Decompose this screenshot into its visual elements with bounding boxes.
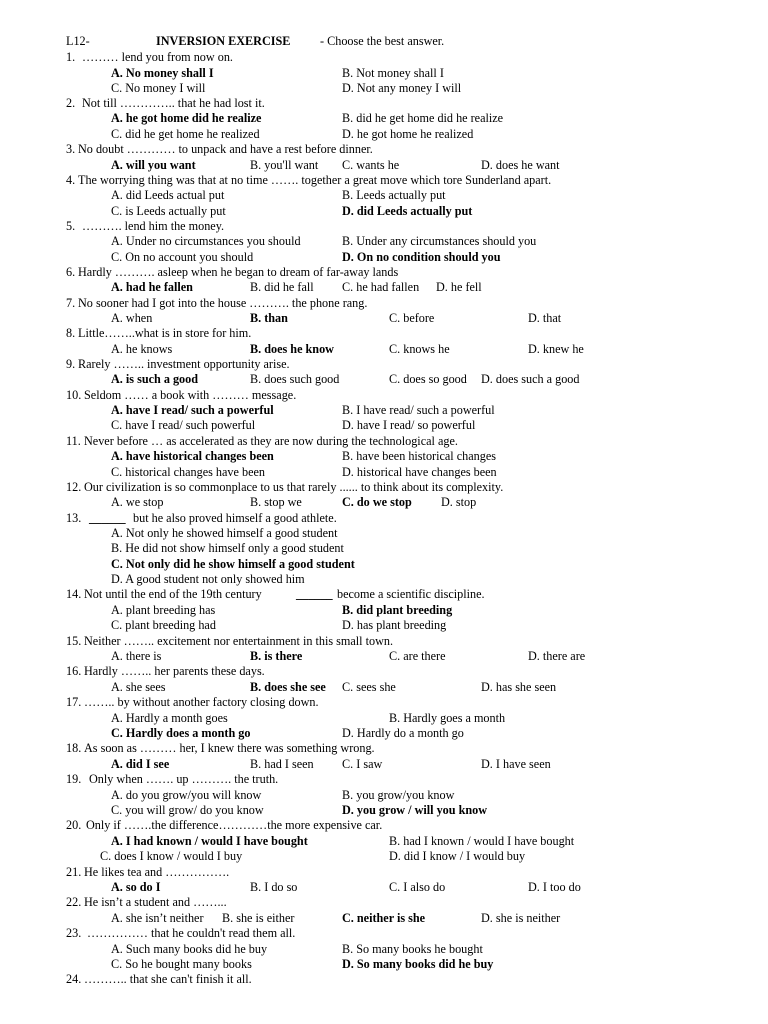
- option-a: A. he got home did he realize: [111, 111, 262, 125]
- question-text: but he also proved himself a good athlete.: [133, 511, 337, 525]
- options-row: [0, 617, 768, 633]
- worksheet-header: [0, 33, 768, 49]
- question-number: 15.: [66, 634, 82, 648]
- page-title: INVERSION EXERCISE: [156, 34, 291, 48]
- option-c: C. No money I will: [111, 81, 206, 95]
- options-row: [0, 157, 768, 173]
- option-a: A. Under no circumstances you should: [111, 234, 301, 248]
- question-text: No sooner had I got into the house ………. the phone rang.: [78, 296, 368, 310]
- question-stem: [0, 771, 768, 787]
- question-number: 13.: [66, 511, 82, 525]
- options-row: [0, 571, 768, 587]
- option-b: B. Hardly goes a month: [389, 711, 506, 725]
- option-c: C. I saw: [342, 757, 383, 771]
- question-number: 1.: [66, 50, 76, 64]
- option-c: C. you will grow/ do you know: [111, 803, 264, 817]
- question-stem: [0, 864, 768, 880]
- option-b: B. I have read/ such a powerful: [342, 403, 495, 417]
- question-stem: [0, 295, 768, 311]
- options-row: [0, 679, 768, 695]
- option-d: D. knew he: [528, 342, 584, 356]
- option-a: A. Hardly a month goes: [111, 711, 228, 725]
- option-a: A. do you grow/you will know: [111, 788, 262, 802]
- question-number: 7.: [66, 296, 76, 310]
- question-text: He isn’t a student and ……...: [84, 895, 227, 909]
- option-b: B. you'll want: [250, 158, 319, 172]
- question-stem: [0, 586, 768, 602]
- question-stem: [0, 633, 768, 649]
- options-row: [0, 525, 768, 541]
- option-d: D. On no condition should you: [342, 250, 501, 264]
- question-stem: [0, 510, 768, 526]
- option-b: B. Under any circumstances should you: [342, 234, 537, 248]
- question-number: 17.: [66, 695, 82, 709]
- option-a: A. Such many books did he buy: [111, 942, 268, 956]
- question-text: ………. lend him the money.: [82, 219, 225, 233]
- question-text: As soon as ……… her, I knew there was something wrong.: [84, 741, 375, 755]
- option-d: D. have I read/ so powerful: [342, 418, 476, 432]
- option-b: B. did plant breeding: [342, 603, 453, 617]
- option-c: C. does so good: [389, 372, 467, 386]
- question-text: Hardly ………. asleep when he began to dream of far-away lands: [78, 265, 399, 279]
- question-number: 21.: [66, 865, 82, 879]
- option-a: A. she isn’t neither: [111, 911, 204, 925]
- option-a: A. there is: [111, 649, 162, 663]
- option-a: A. had he fallen: [111, 280, 193, 294]
- option-b: B. have been historical changes: [342, 449, 496, 463]
- options-row: [0, 402, 768, 418]
- question-stem: [0, 433, 768, 449]
- question-text: …………… that he couldn't read them all.: [87, 926, 296, 940]
- options-row: [0, 802, 768, 818]
- question-number: 10.: [66, 388, 82, 402]
- option-d: D. does he want: [481, 158, 560, 172]
- option-d: D. there are: [528, 649, 586, 663]
- question-stem: [0, 894, 768, 910]
- question-stem: [0, 264, 768, 280]
- question-text: Seldom …… a book with ……… message.: [84, 388, 297, 402]
- option-d: D. has she seen: [481, 680, 557, 694]
- options-row: [0, 725, 768, 741]
- options-row: [0, 787, 768, 803]
- option-c: C. Not only did he show himself a good student: [111, 557, 355, 571]
- question-text: The worrying thing was that at no time ……. together a great move which tore Sunderland apart.: [78, 173, 552, 187]
- option-b: B. does he know: [250, 342, 334, 356]
- option-a: A. did I see: [111, 757, 170, 771]
- option-d: D. I have seen: [481, 757, 551, 771]
- question-number: 12.: [66, 480, 82, 494]
- question-stem: [0, 817, 768, 833]
- options-row: [0, 80, 768, 96]
- question-number: 9.: [66, 357, 76, 371]
- question-number: 6.: [66, 265, 76, 279]
- option-b: B. you grow/you know: [342, 788, 455, 802]
- question-text: Only if …….the difference…………the more expensive car.: [86, 818, 383, 832]
- option-a: A. we stop: [111, 495, 164, 509]
- question-stem: [0, 971, 768, 987]
- options-row: [0, 110, 768, 126]
- question-number: 3.: [66, 142, 76, 156]
- option-b: B. Leeds actually put: [342, 188, 446, 202]
- option-a: A. No money shall I: [111, 66, 214, 80]
- question-stem: [0, 325, 768, 341]
- option-c: C. neither is she: [342, 911, 426, 925]
- question-text: Rarely …….. investment opportunity arise.: [78, 357, 290, 371]
- option-c: C. sees she: [342, 680, 396, 694]
- option-b: B. So many books he bought: [342, 942, 483, 956]
- option-b: B. He did not show himself only a good student: [111, 541, 344, 555]
- option-a: A. did Leeds actual put: [111, 188, 225, 202]
- options-row: [0, 540, 768, 556]
- option-c: C. have I read/ such powerful: [111, 418, 256, 432]
- option-a: A. plant breeding has: [111, 603, 216, 617]
- options-row: [0, 833, 768, 849]
- option-b: B. did he get home did he realize: [342, 111, 504, 125]
- question-stem: [0, 172, 768, 188]
- option-a: A. Not only he showed himself a good student: [111, 526, 338, 540]
- option-c: C. wants he: [342, 158, 400, 172]
- option-d: D. he got home he realized: [342, 127, 474, 141]
- option-d: D. stop: [441, 495, 477, 509]
- options-row: [0, 341, 768, 357]
- option-a: A. have I read/ such a powerful: [111, 403, 274, 417]
- option-a: A. will you want: [111, 158, 196, 172]
- option-a: A. so do I: [111, 880, 161, 894]
- options-row: [0, 756, 768, 772]
- question-number: 4.: [66, 173, 76, 187]
- option-b: B. is there: [250, 649, 303, 663]
- question-stem: [0, 95, 768, 111]
- option-b: B. had I known / would I have bought: [389, 834, 575, 848]
- question-stem: [0, 49, 768, 65]
- question-text: ……….. that she can't finish it all.: [84, 972, 252, 986]
- option-c: C. before: [389, 311, 435, 325]
- option-d: D. A good student not only showed him: [111, 572, 305, 586]
- option-a: A. I had known / would I have bought: [111, 834, 308, 848]
- question-text: Hardly …….. her parents these days.: [84, 664, 265, 678]
- option-c: C. Hardly does a month go: [111, 726, 251, 740]
- option-b: B. had I seen: [250, 757, 314, 771]
- option-c: C. So he bought many books: [111, 957, 252, 971]
- question-number: 20.: [66, 818, 82, 832]
- options-row: [0, 848, 768, 864]
- question-text: Only when ……. up ………. the truth.: [89, 772, 279, 786]
- options-row: [0, 310, 768, 326]
- question-number: 19.: [66, 772, 82, 786]
- options-row: [0, 126, 768, 142]
- question-text: Our civilization is so commonplace to us that rarely ...... to think about its complexity.: [84, 480, 504, 494]
- option-b: B. stop we: [250, 495, 302, 509]
- option-c: C. knows he: [389, 342, 450, 356]
- option-b: B. does such good: [250, 372, 340, 386]
- options-row: [0, 494, 768, 510]
- options-row: [0, 602, 768, 618]
- question-stem: [0, 387, 768, 403]
- options-row: [0, 648, 768, 664]
- option-c: C. is Leeds actually put: [111, 204, 226, 218]
- option-d: D. I too do: [528, 880, 581, 894]
- option-d: D. has plant breeding: [342, 618, 447, 632]
- option-d: D. Not any money I will: [342, 81, 462, 95]
- options-row: [0, 941, 768, 957]
- question-text: No doubt ………… to unpack and have a rest before dinner.: [78, 142, 373, 156]
- question-text: ……… lend you from now on.: [82, 50, 233, 64]
- level-label: L12-: [66, 34, 90, 48]
- instruction-text: - Choose the best answer.: [320, 34, 445, 48]
- option-b: B. Not money shall I: [342, 66, 444, 80]
- option-c: C. did he get home he realized: [111, 127, 260, 141]
- option-b: B. does she see: [250, 680, 326, 694]
- question-text: Neither …….. excitement nor entertainment in this small town.: [84, 634, 394, 648]
- question-number: 24.: [66, 972, 82, 986]
- option-d: D. that: [528, 311, 562, 325]
- options-row: [0, 556, 768, 572]
- option-d: D. you grow / will you know: [342, 803, 488, 817]
- option-c: C. historical changes have been: [111, 465, 265, 479]
- options-row: [0, 879, 768, 895]
- option-a: A. she sees: [111, 680, 166, 694]
- option-d: D. So many books did he buy: [342, 957, 494, 971]
- question-stem: [0, 740, 768, 756]
- option-c: C. do we stop: [342, 495, 412, 509]
- option-a: A. when: [111, 311, 153, 325]
- options-row: [0, 279, 768, 295]
- question-number: 11.: [66, 434, 81, 448]
- option-d: D. does such a good: [481, 372, 580, 386]
- question-stem: [0, 356, 768, 372]
- options-row: [0, 65, 768, 81]
- question-number: 18.: [66, 741, 82, 755]
- option-c: C. On no account you should: [111, 250, 254, 264]
- option-c: C. does I know / would I buy: [100, 849, 243, 863]
- option-b: B. than: [250, 311, 288, 325]
- options-row: [0, 233, 768, 249]
- question-number: 23.: [66, 926, 82, 940]
- options-row: [0, 371, 768, 387]
- question-text: He likes tea and …………….: [84, 865, 230, 879]
- question-text-end: become a scientific discipline.: [337, 587, 485, 601]
- answer-blank: ______: [296, 587, 333, 601]
- question-stem: [0, 663, 768, 679]
- question-number: 5.: [66, 219, 76, 233]
- option-d: D. Hardly do a month go: [342, 726, 464, 740]
- question-text: Not until the end of the 19th century: [84, 587, 262, 601]
- question-number: 8.: [66, 326, 76, 340]
- options-row: [0, 910, 768, 926]
- answer-blank: ______: [89, 511, 126, 525]
- question-stem: [0, 694, 768, 710]
- question-number: 22.: [66, 895, 82, 909]
- question-number: 14.: [66, 587, 82, 601]
- options-row: [0, 464, 768, 480]
- option-d: D. historical have changes been: [342, 465, 497, 479]
- option-c: C. he had fallen: [342, 280, 420, 294]
- option-c: C. plant breeding had: [111, 618, 216, 632]
- options-row: [0, 417, 768, 433]
- question-text: Little……..what is in store for him.: [78, 326, 252, 340]
- option-d: D. she is neither: [481, 911, 561, 925]
- question-stem: [0, 218, 768, 234]
- option-b: B. I do so: [250, 880, 298, 894]
- option-d: D. he fell: [436, 280, 482, 294]
- question-stem: [0, 141, 768, 157]
- option-b: B. did he fall: [250, 280, 314, 294]
- question-text: Not till ………….. that he had lost it.: [82, 96, 265, 110]
- option-b: B. she is either: [222, 911, 295, 925]
- option-c: C. I also do: [389, 880, 446, 894]
- option-c: C. are there: [389, 649, 446, 663]
- question-number: 16.: [66, 664, 82, 678]
- options-row: [0, 956, 768, 972]
- options-row: [0, 710, 768, 726]
- options-row: [0, 203, 768, 219]
- option-a: A. he knows: [111, 342, 173, 356]
- question-text: …….. by without another factory closing down.: [84, 695, 319, 709]
- option-d: D. did I know / I would buy: [389, 849, 526, 863]
- option-a: A. have historical changes been: [111, 449, 274, 463]
- question-stem: [0, 925, 768, 941]
- question-stem: [0, 479, 768, 495]
- options-row: [0, 448, 768, 464]
- options-row: [0, 187, 768, 203]
- option-d: D. did Leeds actually put: [342, 204, 473, 218]
- question-text: Never before … as accelerated as they are now during the technological age.: [84, 434, 458, 448]
- options-row: [0, 249, 768, 265]
- option-a: A. is such a good: [111, 372, 199, 386]
- question-number: 2.: [66, 96, 76, 110]
